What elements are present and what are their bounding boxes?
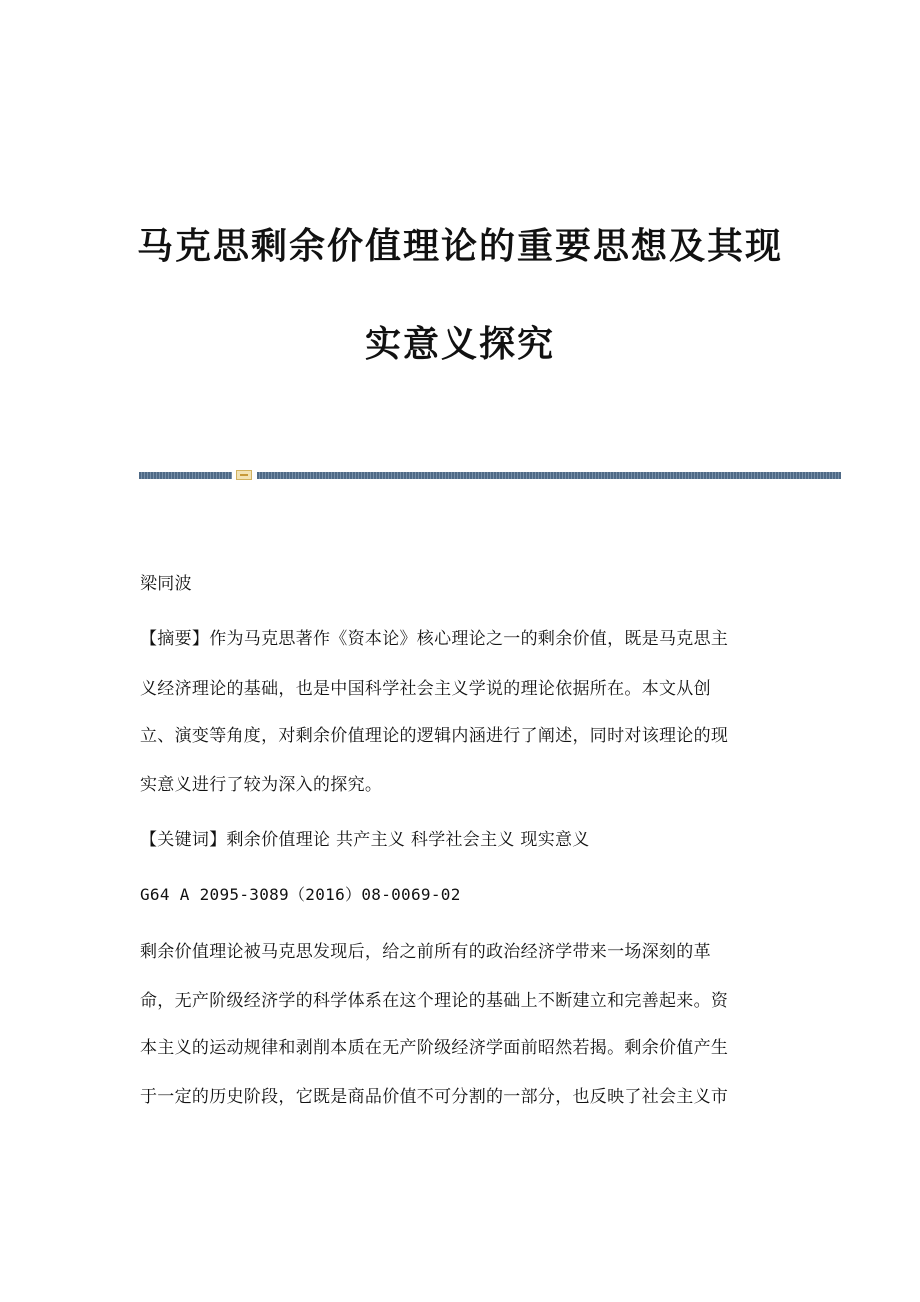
- divider-ornament-icon: [236, 470, 252, 480]
- document-title-line-1: 马克思剩余价值理论的重要思想及其现: [136, 226, 783, 267]
- author-name: 梁同波: [140, 574, 192, 594]
- divider-bar-right: [257, 472, 841, 479]
- abstract-line-1: 【摘要】作为马克思著作《资本论》核心理论之一的剩余价值，既是马克思主: [140, 629, 729, 649]
- body-line-1: 剩余价值理论被马克思发现后，给之前所有的政治经济学带来一场深刻的革: [140, 942, 711, 962]
- body-line-4: 于一定的历史阶段，它既是商品价值不可分割的一部分，也反映了社会主义市: [140, 1087, 729, 1107]
- body-line-2: 命，无产阶级经济学的科学体系在这个理论的基础上不断建立和完善起来。资: [140, 991, 729, 1011]
- document-title-line-2: 实意义探究: [364, 324, 555, 365]
- body-line-3: 本主义的运动规律和剥削本质在无产阶级经济学面前昭然若揭。剩余价值产生: [140, 1038, 729, 1058]
- keywords-line: 【关键词】剩余价值理论 共产主义 科学社会主义 现实意义: [140, 830, 590, 850]
- classification-line: G64 A 2095-3089（2016）08-0069-02: [140, 885, 461, 904]
- divider-bar-left: [139, 472, 232, 479]
- decorative-divider: [139, 470, 841, 480]
- abstract-line-3: 立、演变等角度，对剩余价值理论的逻辑内涵进行了阐述，同时对该理论的现: [140, 726, 729, 746]
- abstract-line-4: 实意义进行了较为深入的探究。: [140, 775, 383, 795]
- abstract-line-2: 义经济理论的基础，也是中国科学社会主义学说的理论依据所在。本文从创: [140, 679, 711, 699]
